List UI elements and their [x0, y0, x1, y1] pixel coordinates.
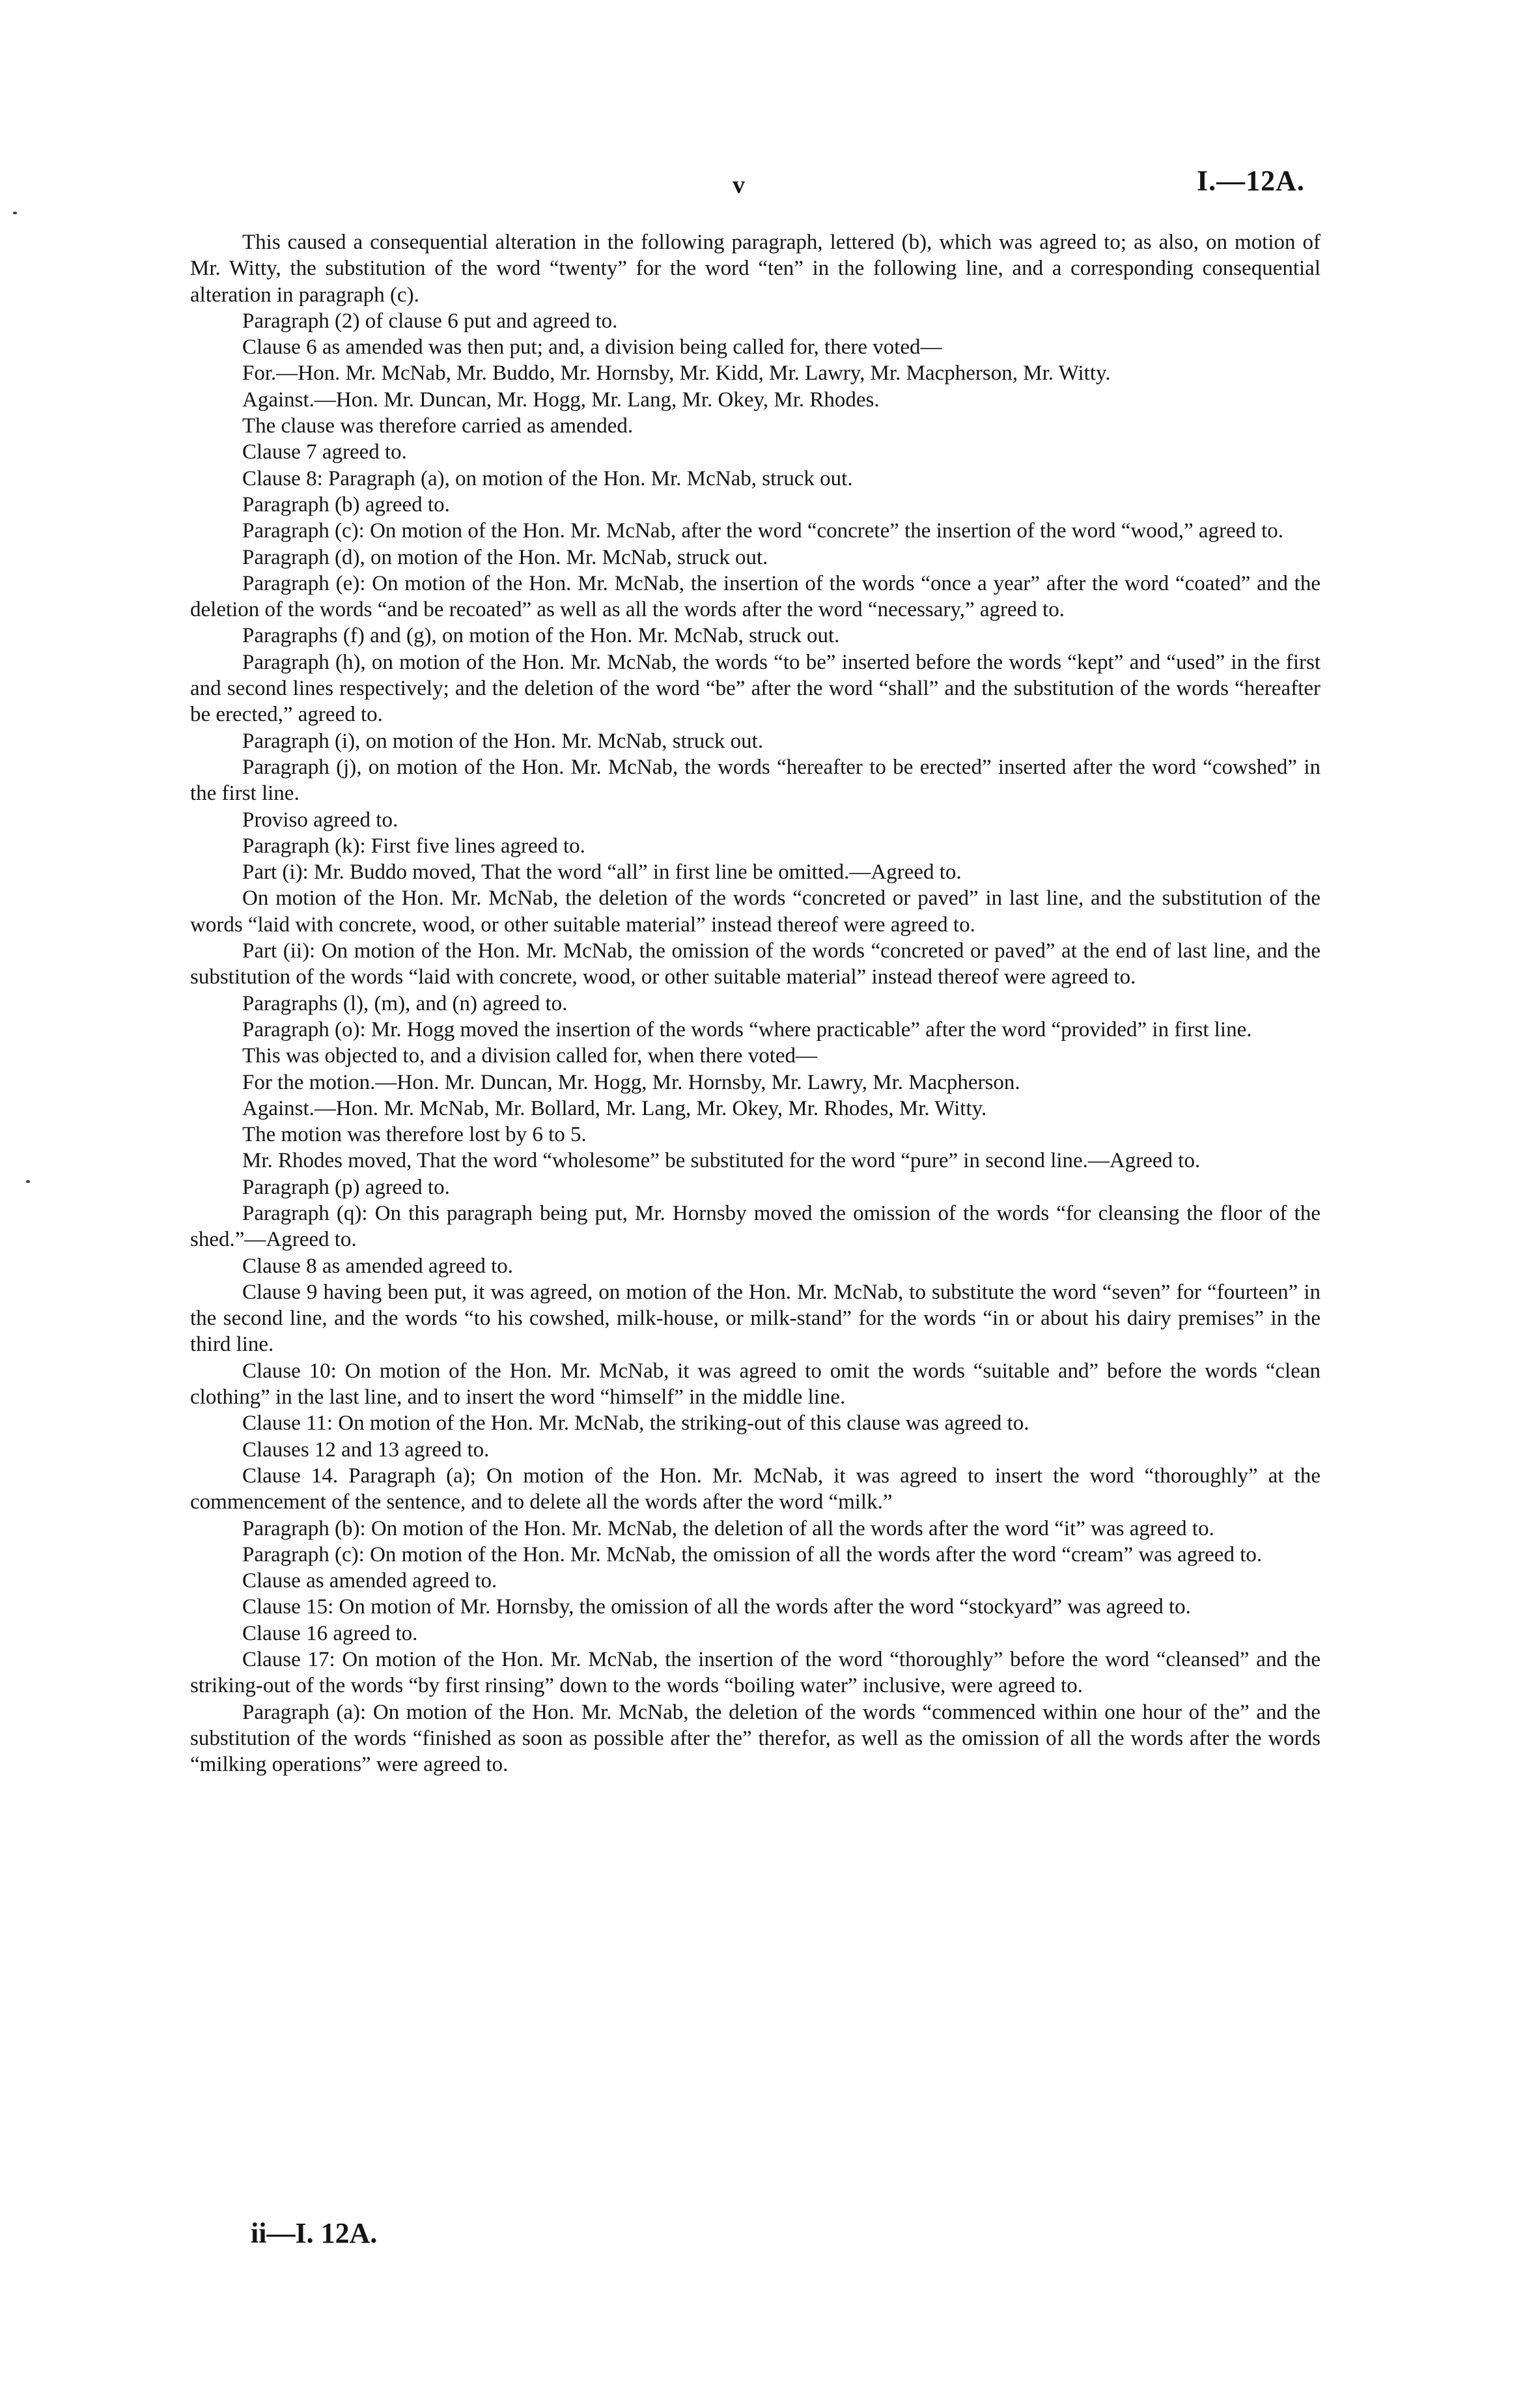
paragraph-against-motion: Against.—Hon. Mr. McNab, Mr. Bollard, Mr. Lang, Mr. Okey, Mr. Rhodes, Mr. Witty. [242, 1096, 987, 1120]
paragraph-clause8-c: Paragraph (c): On motion of the Hon. Mr. McNab, after the word “concrete” the insertion of the word “wood,” agreed to. [242, 519, 1284, 543]
paragraph-clause10: Clause 10: On motion of the Hon. Mr. McNab, it was agreed to omit the words “suitable and” before the words “clean clothing” in the last line, and to insert the word “himself” in the middle line. [190, 1359, 1320, 1409]
paragraph-clause8-j: Paragraph (j), on motion of the Hon. Mr. McNab, the words “hereafter to be erected” inserted after the word “cowshed” in the first line. [190, 755, 1320, 806]
paragraph-part-ii: Part (ii): On motion of the Hon. Mr. McNab, the omission of the words “concreted or paved” at the end of last line, and the substitution of the words “laid with concrete, wood, or other suitable material” instead thereof were agreed to. [190, 939, 1320, 989]
paragraph-clause6-division: Clause 6 as amended was then put; and, a division being called for, there voted— [242, 335, 942, 360]
scan-speck [26, 1180, 30, 1183]
paragraph-clause8-p: Paragraph (p) agreed to. [242, 1175, 450, 1199]
paragraph-proviso: Proviso agreed to. [242, 808, 398, 832]
paragraph-clause-carried: The clause was therefore carried as amended. [242, 414, 634, 438]
paragraph-clause8-q: Paragraph (q): On this paragraph being put, Mr. Hornsby moved the omission of the words “for cleansing the floor of the shed.”—Agreed to. [190, 1201, 1320, 1252]
paragraph-clause8-f-g: Paragraphs (f) and (g), on motion of the Hon. Mr. McNab, struck out. [242, 624, 840, 648]
paragraph-clause7: Clause 7 agreed to. [242, 440, 407, 464]
paragraph-clause8-e: Paragraph (e): On motion of the Hon. Mr. McNab, the insertion of the words “once a year” after the word “coated” and the deletion of the words “and be recoated” as well as all the words after the word “necessary,” agreed to. [190, 571, 1320, 622]
printer-signature: ii—I. 12A. [251, 2217, 378, 2249]
paragraph-clause15: Clause 15: On motion of Mr. Hornsby, the omission of all the words after the word “stockyard” was agreed to. [242, 1595, 1191, 1619]
paragraph-wholesome: Mr. Rhodes moved, That the word “wholesome” be substituted for the word “pure” in second line.—Agreed to. [242, 1149, 1201, 1173]
paragraph-clause8-b: Paragraph (b) agreed to. [242, 492, 450, 517]
paragraph-consequential-alteration: This caused a consequential alteration in the following paragraph, lettered (b), which was agreed to; as also, on motion of Mr. Witty, the substitution of the word “twenty” for the word “ten” in the following line, and a corresponding consequential alteration in paragraph (c). [190, 231, 1320, 307]
paragraph-clause8-k: Paragraph (k): First five lines agreed to. [242, 834, 585, 858]
paragraph-motion-lost: The motion was therefore lost by 6 to 5. [242, 1123, 587, 1147]
paragraph-clause6-para2: Paragraph (2) of clause 6 put and agreed to. [242, 309, 618, 333]
paragraph-clauses12-13: Clauses 12 and 13 agreed to. [242, 1438, 490, 1462]
paragraph-for-motion: For the motion.—Hon. Mr. Duncan, Mr. Hogg, Mr. Hornsby, Mr. Lawry, Mr. Macpherson. [242, 1070, 1020, 1094]
paragraph-vote-for: For.—Hon. Mr. McNab, Mr. Buddo, Mr. Hornsby, Mr. Kidd, Mr. Lawry, Mr. Macpherson, Mr. Witty. [242, 361, 1111, 386]
scan-speck [13, 212, 17, 214]
page-number: v [733, 171, 745, 199]
paragraph-clause14-b: Paragraph (b): On motion of the Hon. Mr. McNab, the deletion of all the words after the word “it” was agreed to. [242, 1516, 1214, 1540]
paragraph-clause8-h: Paragraph (h), on motion of the Hon. Mr. McNab, the words “to be” inserted before the words “kept” and “used” in the first and second lines respectively; and the deletion of the word “be” after the word “shall” and the substitution of the words “hereafter be erected,” agreed to. [190, 650, 1320, 727]
paragraph-part-i-motion: On motion of the Hon. Mr. McNab, the deletion of the words “concreted or paved” in last line, and the substitution of the words “laid with concrete, wood, or other suitable material” instead thereof were agreed to. [190, 886, 1320, 937]
paragraph-clause8-l-m-n: Paragraphs (l), (m), and (n) agreed to. [242, 991, 568, 1015]
paragraph-clause11: Clause 11: On motion of the Hon. Mr. McNab, the striking-out of this clause was agreed to. [242, 1411, 1029, 1436]
paragraph-clause14-a: Clause 14. Paragraph (a); On motion of the Hon. Mr. McNab, it was agreed to insert the word “thoroughly” at the commencement of the sentence, and to delete all the words after the word “milk.” [190, 1464, 1320, 1514]
paragraph-clause8-a: Clause 8: Paragraph (a), on motion of the Hon. Mr. McNab, struck out. [242, 466, 853, 490]
paragraph-clause16: Clause 16 agreed to. [242, 1621, 418, 1645]
paragraph-clause14-c: Paragraph (c): On motion of the Hon. Mr. McNab, the omission of all the words after the word “cream” was agreed to. [242, 1542, 1263, 1566]
paragraph-clause8-i: Paragraph (i), on motion of the Hon. Mr. McNab, struck out. [242, 729, 764, 753]
paragraph-clause9: Clause 9 having been put, it was agreed, on motion of the Hon. Mr. McNab, to substitute the word “seven” for “fourteen” in the second line, and the words “to his cowshed, milk-house, or milk-stand” for the words “in or about his dairy premises” in the third line. [190, 1280, 1320, 1357]
paragraph-clause17: Clause 17: On motion of the Hon. Mr. McNab, the insertion of the word “thoroughly” before the word “cleansed” and the striking-out of the words “by first rinsing” down to the words “boiling water” inclusive, were agreed to. [190, 1648, 1320, 1698]
paragraph-part-i: Part (i): Mr. Buddo moved, That the word “all” in first line be omitted.—Agreed to. [242, 860, 962, 885]
paragraph-clause8-o: Paragraph (o): Mr. Hogg moved the insertion of the words “where practicable” after the word “provided” in first line. [242, 1017, 1252, 1041]
paragraph-clause17-a: Paragraph (a): On motion of the Hon. Mr. McNab, the deletion of the words “commenced within one hour of the” and the substitution of the words “finished as soon as possible after the” therefor, as well as the omission of all the words after the words “milking operations” were agreed to. [190, 1700, 1320, 1777]
paragraph-objection: This was objected to, and a division called for, when there voted— [242, 1044, 818, 1068]
document-body [190, 229, 1320, 1778]
paragraph-clause14-amended: Clause as amended agreed to. [242, 1569, 497, 1593]
document-reference: I.—12A. [1197, 165, 1305, 197]
paragraph-clause8-d: Paragraph (d), on motion of the Hon. Mr. McNab, struck out. [242, 545, 768, 569]
paragraph-vote-against: Against.—Hon. Mr. Duncan, Mr. Hogg, Mr. Lang, Mr. Okey, Mr. Rhodes. [242, 388, 880, 412]
paragraph-clause8-amended: Clause 8 as amended agreed to. [242, 1254, 514, 1278]
